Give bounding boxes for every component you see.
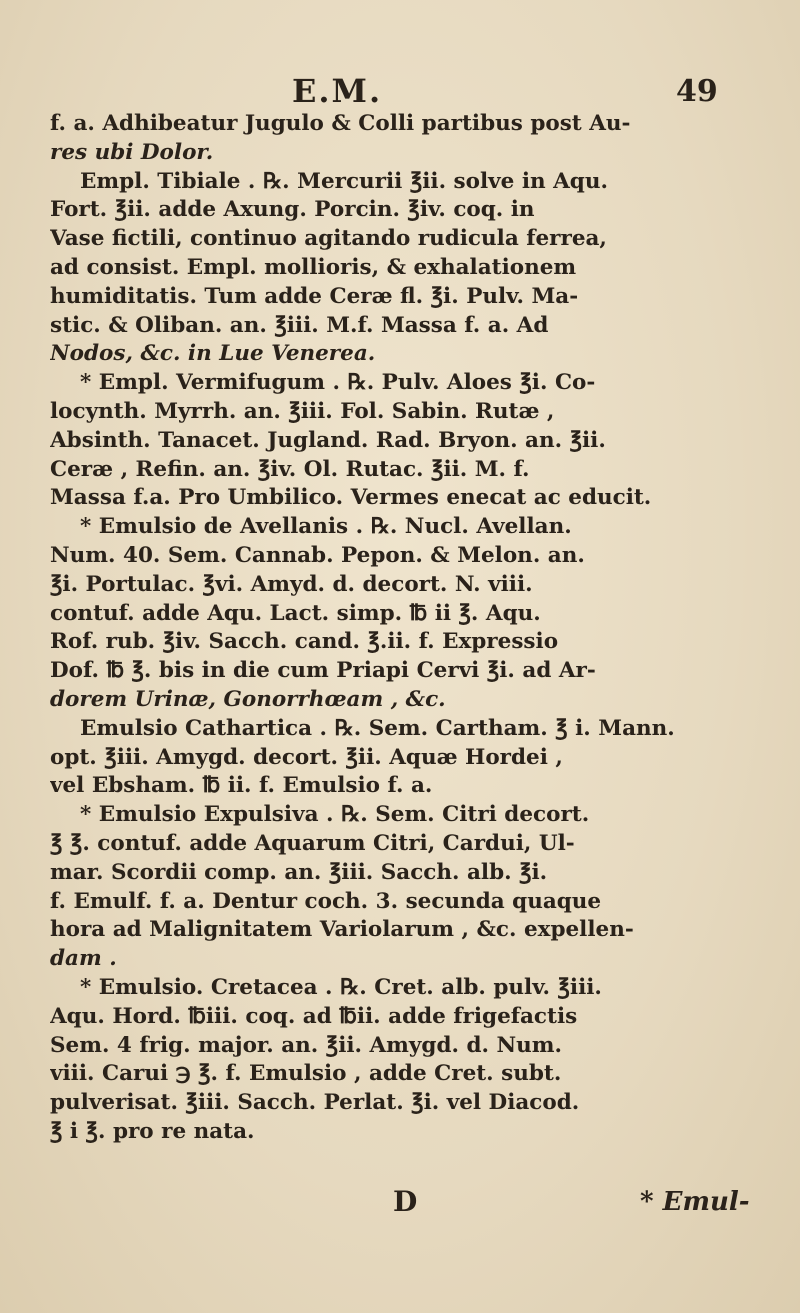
text-line: pulverisat. ℥iii. Sacch. Perlat. ℥i. vel Diacod. (50, 1090, 580, 1116)
text-line: Vase fictili, continuo agitando rudicula ferrea, (50, 226, 607, 252)
text-line: viii. Carui ℈ ℥. f. Emulsio , adde Cret. subt. (50, 1061, 562, 1087)
text-line: * Emulsio de Avellanis . ℞. Nucl. Avellan. (80, 514, 572, 540)
text-line: Massa f.a. Pro Umbilico. Vermes enecat ac educit. (50, 485, 652, 511)
text-line: dam . (50, 946, 117, 972)
page-number: 49 (676, 74, 718, 109)
text-line: ℥ ℥. contuf. adde Aquarum Citri, Cardui, Ul- (50, 830, 575, 856)
page-header (0, 72, 800, 112)
text-line: Fort. ℥ii. adde Axung. Porcin. ℥iv. coq. in (50, 197, 535, 223)
text-line: ℥ i ℥. pro re nata. (50, 1118, 255, 1144)
text-line: f. a. Adhibeatur Jugulo & Colli partibus post Au- (50, 111, 631, 136)
text-line: Absinth. Tanacet. Jugland. Rad. Bryon. an. ℥ii. (50, 427, 606, 453)
text-line: * Emulsio Expulsiva . ℞. Sem. Citri decort. (80, 802, 590, 828)
text-line: Aqu. Hord. ℔iii. coq. ad ℔ii. adde frigefactis (50, 1003, 578, 1029)
running-head: E.M. (292, 72, 383, 110)
text-line: f. Emulf. f. a. Dentur coch. 3. secunda quaque (50, 888, 602, 914)
text-line: vel Ebsham. ℔ ii. f. Emulsio f. a. (50, 773, 433, 799)
text-line: * Empl. Vermifugum . ℞. Pulv. Aloes ℥i. Co- (80, 370, 596, 396)
text-line: Emulsio Cathartica . ℞. Sem. Cartham. ℥ i. Mann. (80, 715, 675, 741)
text-line: ad consist. Empl. mollioris, & exhalationem (50, 254, 577, 280)
text-line: stic. & Oliban. an. ℥iii. M.f. Massa f. a. Ad (50, 312, 549, 338)
text-line: res ubi Dolor. (50, 139, 214, 165)
text-line: dorem Urinæ, Gonorrhœam , &c. (50, 686, 446, 712)
text-line: Num. 40. Sem. Cannab. Pepon. & Melon. an. (50, 542, 585, 568)
text-line: humiditatis. Tum adde Ceræ fl. ℥i. Pulv. Ma- (50, 283, 579, 309)
text-line: Dof. ℔ ℥. bis in die cum Priapi Cervi ℥i. ad Ar- (50, 658, 596, 684)
text-line: Empl. Tibiale . ℞. Mercurii ℥ii. solve in Aqu. (80, 168, 608, 194)
catchword: * Emul- (640, 1187, 750, 1217)
text-line: Rof. rub. ℥iv. Sacch. cand. ℥.ii. f. Expressio (50, 629, 559, 655)
text-line: Sem. 4 frig. major. an. ℥ii. Amygd. d. Num. (50, 1032, 562, 1058)
page-footer (0, 1185, 800, 1221)
text-line: locynth. Myrrh. an. ℥iii. Fol. Sabin. Rutæ , (50, 398, 555, 424)
text-line: mar. Scordii comp. an. ℥iii. Sacch. alb. ℥i. (50, 859, 548, 885)
signature-mark: D (393, 1185, 418, 1218)
text-line: Ceræ , Refin. an. ℥iv. Ol. Rutac. ℥ii. M. f. (50, 456, 530, 482)
body-text (50, 110, 750, 1147)
text-line: hora ad Malignitatem Variolarum , &c. expellen- (50, 917, 634, 943)
text-line: ℥i. Portulac. ℥vi. Amyd. d. decort. N. viii. (50, 571, 533, 597)
text-line: opt. ℥iii. Amygd. decort. ℥ii. Aquæ Hordei , (50, 744, 563, 770)
text-line: * Emulsio. Cretacea . ℞. Cret. alb. pulv. ℥iii. (80, 974, 602, 1000)
text-line: contuf. adde Aqu. Lact. simp. ℔ ii ℥. Aqu. (50, 600, 541, 626)
text-line: Nodos, &c. in Lue Venerea. (50, 341, 376, 367)
